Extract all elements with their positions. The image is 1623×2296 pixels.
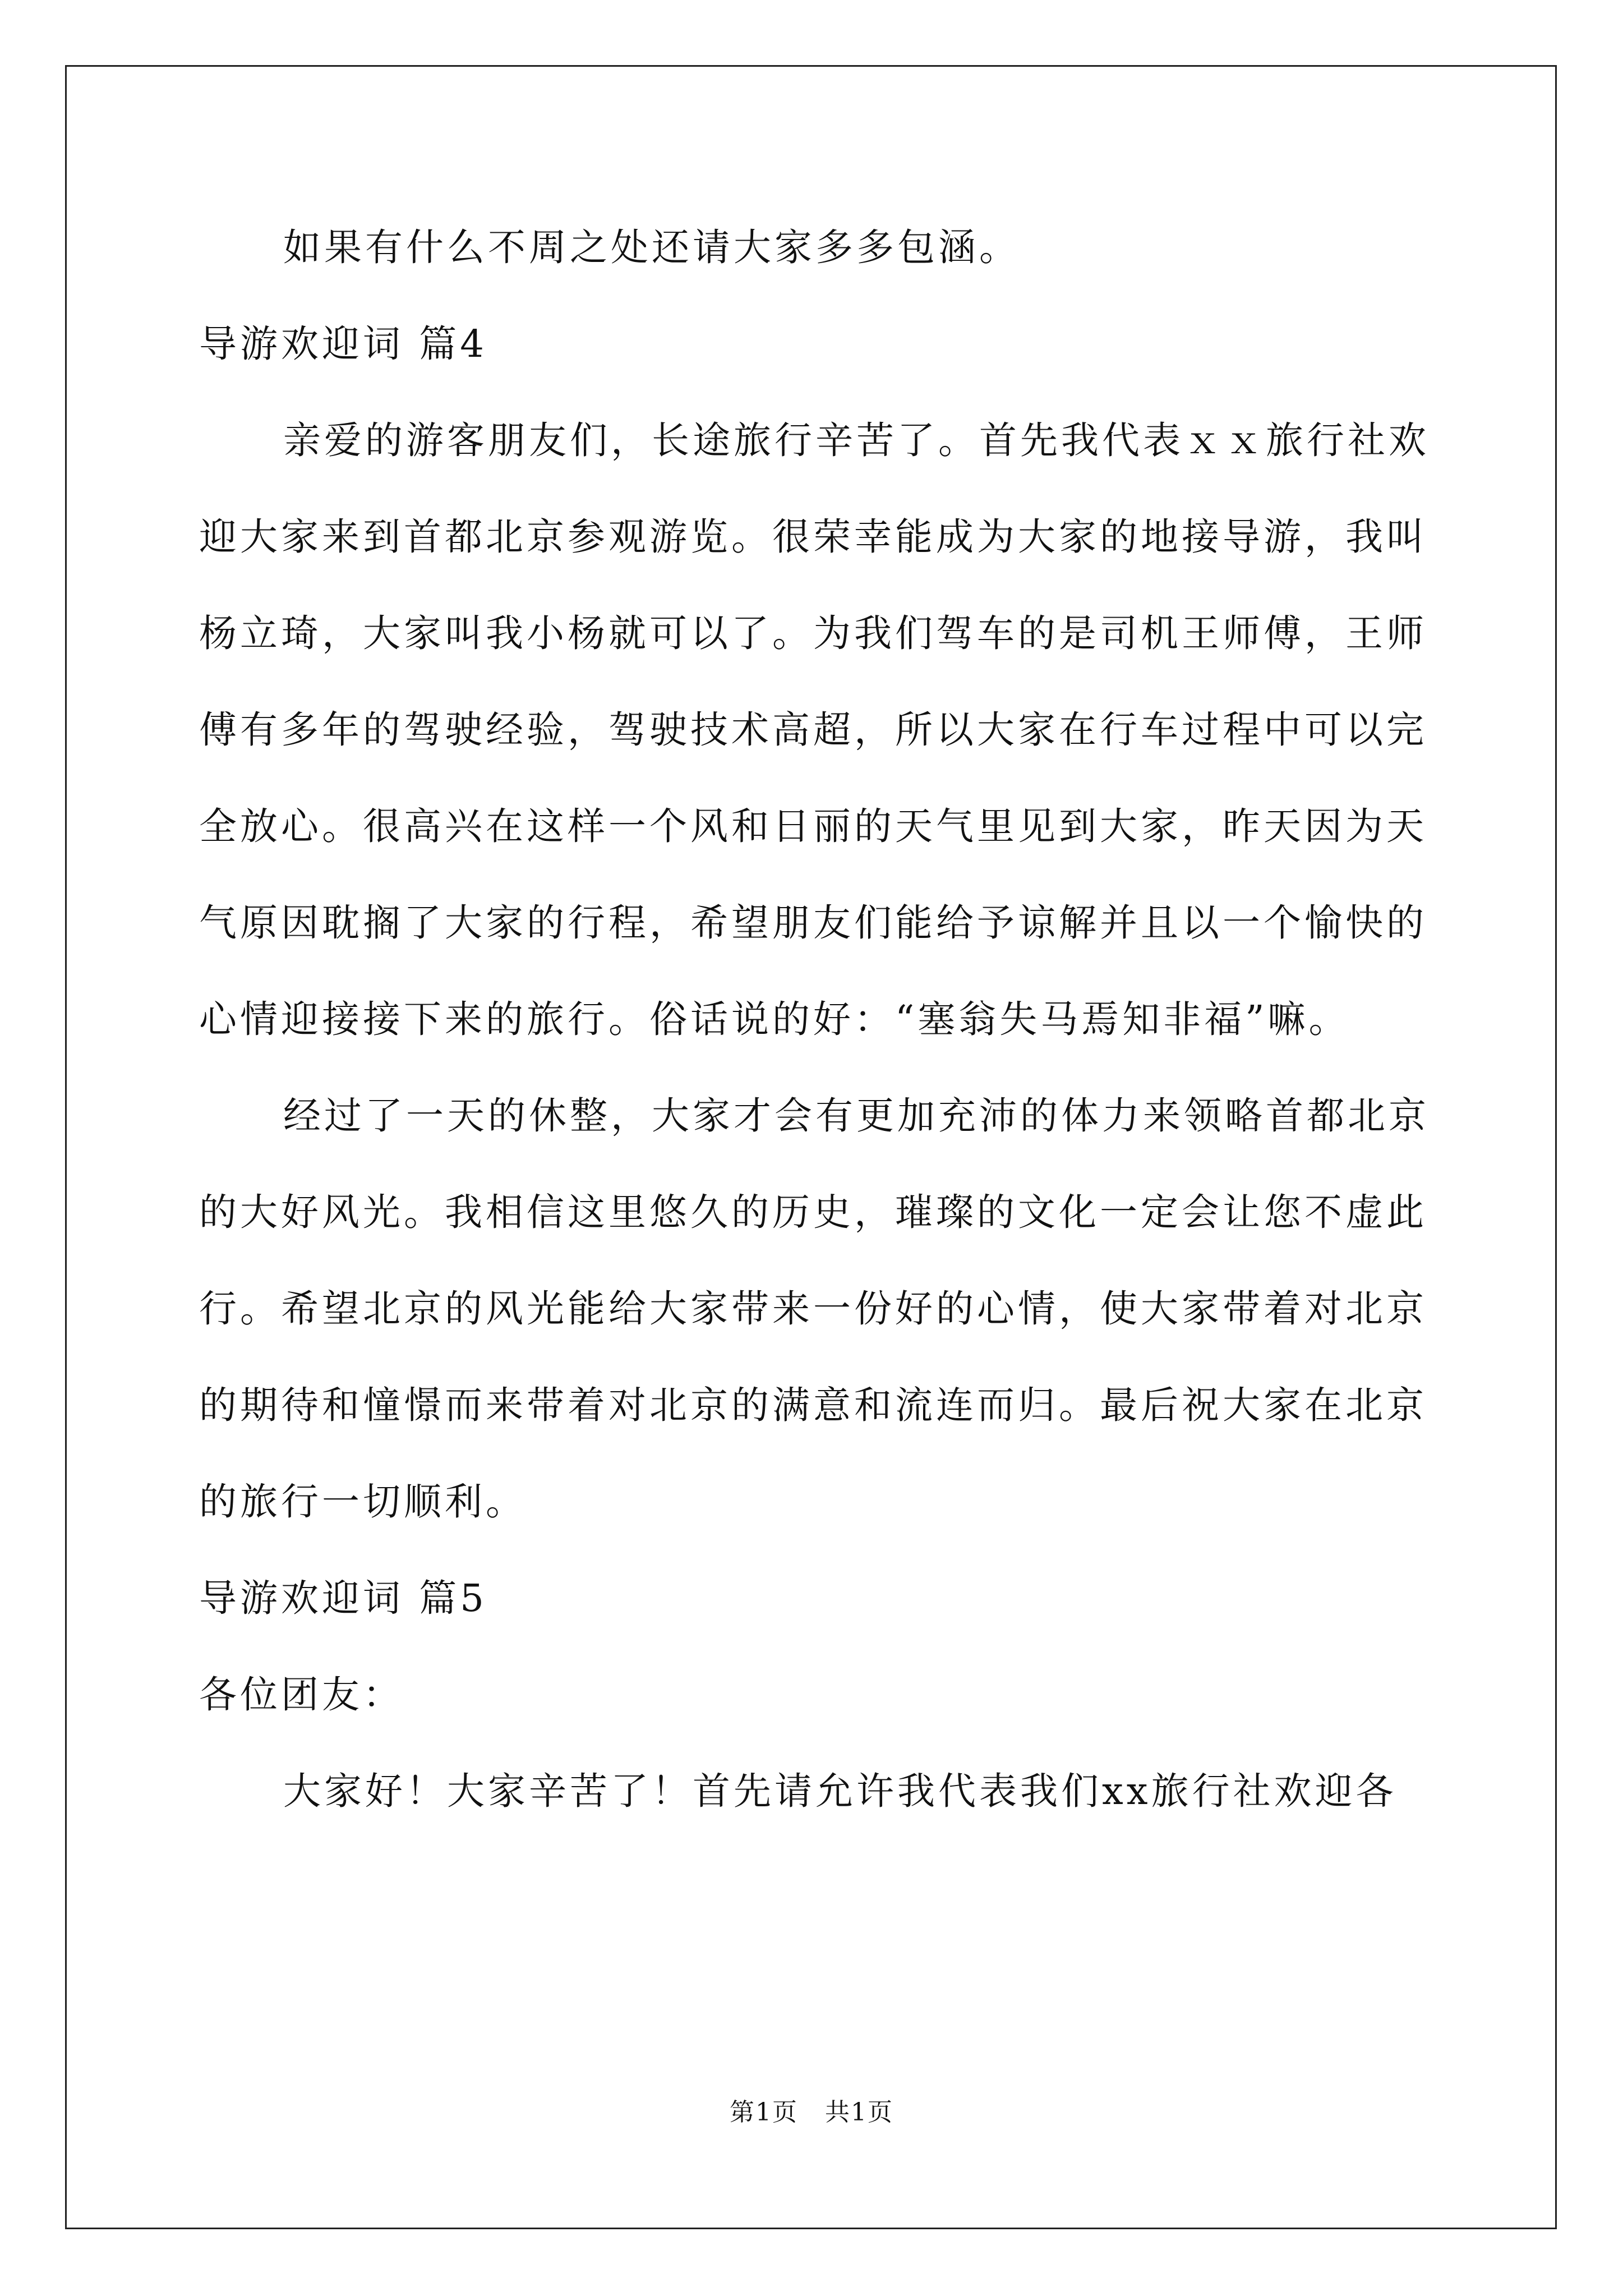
- paragraph-line: 的旅行一切顺利。: [199, 1480, 527, 1524]
- paragraph-line: 迎大家来到首都北京参观游览。很荣幸能成为大家的地接导游，我叫: [199, 515, 1427, 559]
- section-heading: 导游欢迎词 篇5: [199, 1576, 487, 1620]
- paragraph-line: 行。希望北京的风光能给大家带来一份好的心情，使大家带着对北京: [199, 1287, 1427, 1331]
- paragraph-line: 亲爱的游客朋友们，长途旅行辛苦了。首先我代表ｘｘ旅行社欢: [283, 418, 1430, 462]
- paragraph-line: 大家好！大家辛苦了！首先请允许我代表我们xx旅行社欢迎各: [283, 1769, 1397, 1813]
- paragraph-line: 心情迎接接下来的旅行。俗话说的好：“塞翁失马焉知非福”嘛。: [199, 997, 1350, 1041]
- document-body: [199, 199, 1430, 1839]
- paragraph-line: 经过了一天的休整，大家才会有更加充沛的体力来领略首都北京: [283, 1094, 1430, 1138]
- paragraph-line: 气原因耽搁了大家的行程，希望朋友们能给予谅解并且以一个愉快的: [199, 901, 1427, 945]
- paragraph-line: 的期待和憧憬而来带着对北京的满意和流连而归。最后祝大家在北京: [199, 1383, 1427, 1427]
- paragraph-line: 傅有多年的驾驶经验，驾驶技术高超，所以大家在行车过程中可以完: [199, 708, 1427, 752]
- page-footer: 第1页 共1页: [730, 2098, 893, 2127]
- paragraph-line: 杨立琦，大家叫我小杨就可以了。为我们驾车的是司机王师傅，王师: [199, 611, 1427, 655]
- section-heading: 导游欢迎词 篇4: [199, 322, 487, 366]
- paragraph-line: 全放心。很高兴在这样一个风和日丽的天气里见到大家，昨天因为天: [199, 804, 1427, 848]
- paragraph-line: 的大好风光。我相信这里悠久的历史，璀璨的文化一定会让您不虚此: [199, 1190, 1427, 1234]
- paragraph-line: 如果有什么不周之处还请大家多多包涵。: [283, 226, 1020, 269]
- salutation-line: 各位团友：: [199, 1673, 404, 1717]
